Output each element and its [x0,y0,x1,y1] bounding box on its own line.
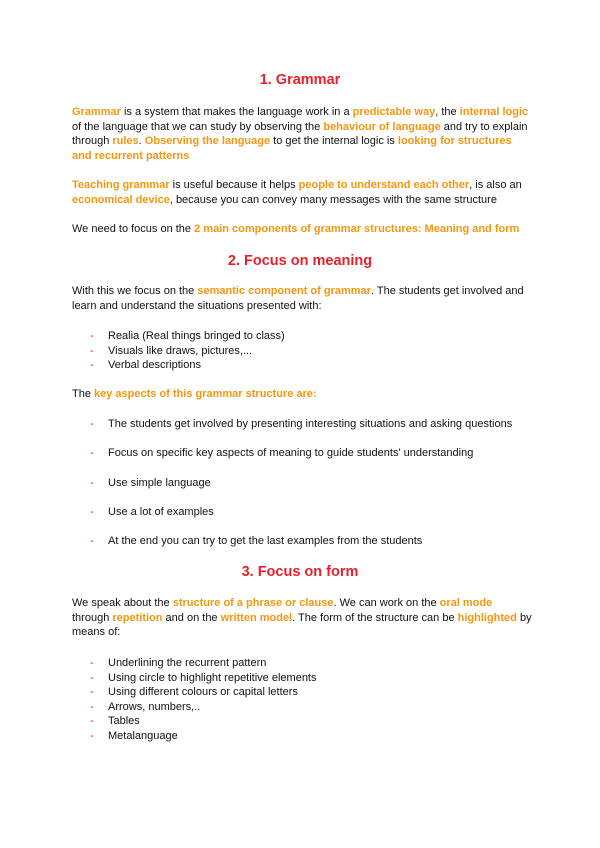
highlighted-term: people to understand each other [298,179,470,191]
bullet-dash-icon: - [90,344,94,357]
text-run: , because you can convey many messages with the same structure [169,193,497,206]
bullet-dash-icon: - [90,359,94,372]
teaching-grammar-paragraph [72,178,532,207]
main-components-paragraph [72,222,532,237]
highlighted-term: predictable way [352,106,436,118]
bullet-dash-icon: - [90,671,94,684]
highlighted-term: Teaching grammar [72,179,170,191]
list-item [72,358,532,373]
text-run: We speak about the [72,597,173,609]
key-aspects-paragraph [72,387,532,402]
bullet-dash-icon: - [90,729,94,742]
list-item-text: Arrows, numbers,.. [108,700,201,713]
list-item [72,700,532,715]
list-item-text: Using different colours or capital letters [108,686,298,699]
text-run: We need to focus on the [72,223,195,235]
bullet-dash-icon: - [90,700,94,713]
list-item-text: Underlining the recurrent pattern [108,657,267,669]
highlighted-term: semantic component of grammar [197,285,371,297]
bullet-dash-icon: - [90,447,94,460]
text-run: is a system that makes the language work in a [120,106,353,118]
text-run: and on the [162,611,221,624]
highlighted-term: written model [220,611,293,624]
list-item [72,476,532,505]
list-item-text: At the end you can try to get the last examples from the students [108,535,423,548]
list-item-text: The students get involved by presenting interesting situations and asking questions [108,418,513,430]
text-run: . We can work on the [333,597,440,609]
text-run: . The students get involved and learn and understand the situations presented with: [72,285,524,312]
form-structure-paragraph [72,596,532,640]
list-item [72,446,532,475]
highlighted-term: internal logic [459,106,529,118]
key-aspects-list [72,417,532,563]
text-run: , the [435,106,460,118]
text-run: and try to explain through [72,120,528,147]
highlighted-term: oral mode [439,597,493,609]
list-item-text: Use simple language [108,476,211,489]
text-run: . [138,135,145,147]
list-item [72,729,532,744]
text-run: by means of: [72,611,532,638]
list-item [72,656,532,671]
bullet-dash-icon: - [90,505,94,518]
highlighted-term: looking for structures and recurrent patterns [72,135,512,162]
list-item-text: Realia (Real things bringed to class) [108,330,285,342]
bullet-dash-icon: - [90,715,94,728]
list-item-text: Visuals like draws, pictures,... [108,344,253,357]
text-run: . The form of the structure can be [292,611,458,624]
list-item-text: Tables [108,715,140,728]
bullet-dash-icon: - [90,657,94,669]
bullet-dash-icon: - [90,686,94,699]
bullet-dash-icon: - [90,476,94,489]
list-item [72,714,532,729]
bullet-dash-icon: - [90,535,94,548]
highlighted-term: structure of a phrase or clause [172,597,334,609]
highlighted-term: highlighted [457,611,517,624]
semantic-component-paragraph [72,284,532,313]
list-item [72,329,532,344]
section-1-heading: 1. Grammar [259,72,341,88]
section-2-heading: 2. Focus on meaning [227,253,373,269]
text-run: of the language that we can study by observing the [72,120,324,133]
bullet-dash-icon: - [90,330,94,342]
text-run: through [72,611,113,624]
highlight-means-list [72,656,532,744]
text-run: The [72,388,95,400]
highlighted-term: Grammar [72,106,121,118]
highlighted-term: rules [112,135,139,147]
highlighted-term: key aspects of this grammar structure are: [94,388,317,400]
text-run: to get the internal logic is [270,135,398,147]
list-item [72,417,532,446]
section-3-heading: 3. Focus on form [241,564,359,580]
list-item [72,534,532,563]
list-item-text: Use a lot of examples [108,505,214,518]
text-run: is useful because it helps [169,179,299,191]
list-item [72,344,532,359]
text-run: With this we focus on the [72,285,198,297]
list-item [72,685,532,700]
list-item-text: Using circle to highlight repetitive elements [108,671,317,684]
list-item [72,505,532,534]
highlighted-term: behaviour of language [323,120,441,133]
highlighted-term: 2 main components of grammar structures: Meaning and form [194,223,520,235]
list-item-text: Metalanguage [108,729,178,742]
highlighted-term: economical device [72,193,170,206]
realia-list [72,329,532,373]
list-item-text: Verbal descriptions [108,359,201,372]
highlighted-term: Observing the language [144,135,271,147]
list-item-text: Focus on specific key aspects of meaning to guide students' understanding [108,447,474,460]
text-run: , is also an [469,179,522,191]
highlighted-term: repetition [112,611,163,624]
list-item [72,671,532,686]
grammar-definition-paragraph [72,105,532,163]
bullet-dash-icon: - [90,418,94,430]
